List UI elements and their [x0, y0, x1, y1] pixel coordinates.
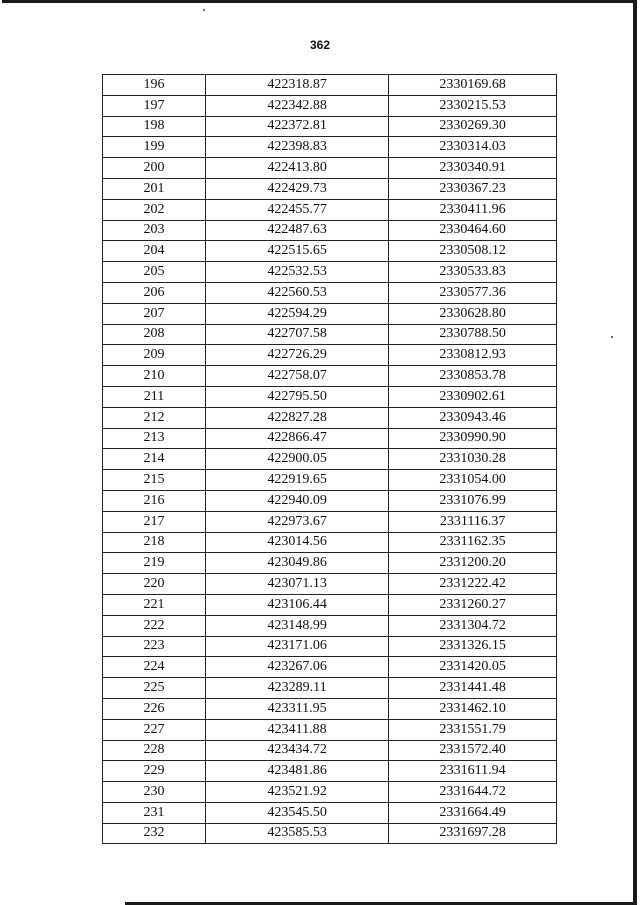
point-number-cell: 225 [103, 678, 206, 699]
point-number-cell: 207 [103, 303, 206, 324]
table-row [103, 220, 557, 241]
point-number-cell: 208 [103, 324, 206, 345]
easting-cell: 422413.80 [205, 158, 388, 179]
point-number-cell: 224 [103, 657, 206, 678]
point-number-cell: 222 [103, 615, 206, 636]
point-number-cell: 229 [103, 761, 206, 782]
northing-cell: 2330628.80 [389, 303, 557, 324]
table-row [103, 657, 557, 678]
table-row [103, 282, 557, 303]
table-row [103, 366, 557, 387]
point-number-cell: 199 [103, 137, 206, 158]
easting-cell: 423014.56 [205, 532, 388, 553]
table-row [103, 678, 557, 699]
table-row [103, 324, 557, 345]
table-row [103, 428, 557, 449]
easting-cell: 422455.77 [205, 199, 388, 220]
table-row [103, 470, 557, 491]
table-row [103, 615, 557, 636]
table-row [103, 532, 557, 553]
table-row [103, 241, 557, 262]
easting-cell: 423049.86 [205, 553, 388, 574]
table-row [103, 802, 557, 823]
northing-cell: 2331222.42 [389, 574, 557, 595]
easting-cell: 423071.13 [205, 574, 388, 595]
easting-cell: 422866.47 [205, 428, 388, 449]
easting-cell: 423481.86 [205, 761, 388, 782]
coordinates-table-body [103, 75, 557, 844]
table-row [103, 574, 557, 595]
table-row [103, 594, 557, 615]
easting-cell: 422726.29 [205, 345, 388, 366]
easting-cell: 422940.09 [205, 490, 388, 511]
easting-cell: 423267.06 [205, 657, 388, 678]
table-row [103, 345, 557, 366]
point-number-cell: 219 [103, 553, 206, 574]
point-number-cell: 204 [103, 241, 206, 262]
northing-cell: 2330943.46 [389, 407, 557, 428]
table-row [103, 386, 557, 407]
easting-cell: 422707.58 [205, 324, 388, 345]
point-number-cell: 220 [103, 574, 206, 595]
northing-cell: 2330788.50 [389, 324, 557, 345]
point-number-cell: 228 [103, 740, 206, 761]
northing-cell: 2331644.72 [389, 782, 557, 803]
northing-cell: 2330169.68 [389, 75, 557, 96]
scan-speck [611, 336, 613, 338]
table-row [103, 698, 557, 719]
page-number: 362 [309, 38, 331, 52]
northing-cell: 2330533.83 [389, 262, 557, 283]
easting-cell: 422342.88 [205, 95, 388, 116]
northing-cell: 2330577.36 [389, 282, 557, 303]
table-row [103, 407, 557, 428]
table-row [103, 178, 557, 199]
northing-cell: 2330215.53 [389, 95, 557, 116]
point-number-cell: 200 [103, 158, 206, 179]
point-number-cell: 218 [103, 532, 206, 553]
northing-cell: 2331260.27 [389, 594, 557, 615]
northing-cell: 2331572.40 [389, 740, 557, 761]
table-row [103, 95, 557, 116]
point-number-cell: 197 [103, 95, 206, 116]
easting-cell: 423545.50 [205, 802, 388, 823]
northing-cell: 2331611.94 [389, 761, 557, 782]
table-row [103, 553, 557, 574]
easting-cell: 422919.65 [205, 470, 388, 491]
table-row [103, 719, 557, 740]
northing-cell: 2331054.00 [389, 470, 557, 491]
easting-cell: 423411.88 [205, 719, 388, 740]
table-row [103, 511, 557, 532]
easting-cell: 422560.53 [205, 282, 388, 303]
easting-cell: 422515.65 [205, 241, 388, 262]
easting-cell: 423106.44 [205, 594, 388, 615]
northing-cell: 2330340.91 [389, 158, 557, 179]
northing-cell: 2331326.15 [389, 636, 557, 657]
table-row [103, 449, 557, 470]
easting-cell: 422594.29 [205, 303, 388, 324]
northing-cell: 2330464.60 [389, 220, 557, 241]
point-number-cell: 232 [103, 823, 206, 844]
northing-cell: 2331304.72 [389, 615, 557, 636]
easting-cell: 423311.95 [205, 698, 388, 719]
easting-cell: 422398.83 [205, 137, 388, 158]
table-row [103, 740, 557, 761]
easting-cell: 423521.92 [205, 782, 388, 803]
northing-cell: 2331116.37 [389, 511, 557, 532]
northing-cell: 2331697.28 [389, 823, 557, 844]
northing-cell: 2330411.96 [389, 199, 557, 220]
northing-cell: 2330990.90 [389, 428, 557, 449]
point-number-cell: 209 [103, 345, 206, 366]
northing-cell: 2330269.30 [389, 116, 557, 137]
northing-cell: 2331030.28 [389, 449, 557, 470]
point-number-cell: 198 [103, 116, 206, 137]
point-number-cell: 212 [103, 407, 206, 428]
point-number-cell: 206 [103, 282, 206, 303]
point-number-cell: 221 [103, 594, 206, 615]
table-row [103, 262, 557, 283]
easting-cell: 423434.72 [205, 740, 388, 761]
page-right-border [633, 0, 637, 905]
point-number-cell: 216 [103, 490, 206, 511]
point-number-cell: 214 [103, 449, 206, 470]
point-number-cell: 202 [103, 199, 206, 220]
northing-cell: 2331462.10 [389, 698, 557, 719]
easting-cell: 422487.63 [205, 220, 388, 241]
northing-cell: 2330902.61 [389, 386, 557, 407]
table-row [103, 490, 557, 511]
table-row [103, 158, 557, 179]
coordinates-table [102, 74, 557, 844]
northing-cell: 2331551.79 [389, 719, 557, 740]
easting-cell: 422795.50 [205, 386, 388, 407]
easting-cell: 422429.73 [205, 178, 388, 199]
point-number-cell: 215 [103, 470, 206, 491]
northing-cell: 2330314.03 [389, 137, 557, 158]
easting-cell: 422318.87 [205, 75, 388, 96]
table-row [103, 75, 557, 96]
northing-cell: 2330508.12 [389, 241, 557, 262]
table-row [103, 116, 557, 137]
northing-cell: 2331664.49 [389, 802, 557, 823]
easting-cell: 423148.99 [205, 615, 388, 636]
table-row [103, 137, 557, 158]
table-row [103, 823, 557, 844]
point-number-cell: 231 [103, 802, 206, 823]
easting-cell: 422372.81 [205, 116, 388, 137]
easting-cell: 422973.67 [205, 511, 388, 532]
point-number-cell: 205 [103, 262, 206, 283]
page-top-border [2, 0, 635, 3]
northing-cell: 2331162.35 [389, 532, 557, 553]
easting-cell: 422827.28 [205, 407, 388, 428]
table-row [103, 303, 557, 324]
table-row [103, 636, 557, 657]
table-row [103, 782, 557, 803]
point-number-cell: 230 [103, 782, 206, 803]
northing-cell: 2331076.99 [389, 490, 557, 511]
northing-cell: 2331420.05 [389, 657, 557, 678]
northing-cell: 2331441.48 [389, 678, 557, 699]
northing-cell: 2330812.93 [389, 345, 557, 366]
easting-cell: 422758.07 [205, 366, 388, 387]
table-row [103, 761, 557, 782]
point-number-cell: 210 [103, 366, 206, 387]
easting-cell: 423585.53 [205, 823, 388, 844]
point-number-cell: 226 [103, 698, 206, 719]
point-number-cell: 203 [103, 220, 206, 241]
easting-cell: 423171.06 [205, 636, 388, 657]
point-number-cell: 201 [103, 178, 206, 199]
point-number-cell: 223 [103, 636, 206, 657]
northing-cell: 2331200.20 [389, 553, 557, 574]
point-number-cell: 213 [103, 428, 206, 449]
point-number-cell: 196 [103, 75, 206, 96]
northing-cell: 2330853.78 [389, 366, 557, 387]
point-number-cell: 217 [103, 511, 206, 532]
easting-cell: 423289.11 [205, 678, 388, 699]
easting-cell: 422532.53 [205, 262, 388, 283]
point-number-cell: 227 [103, 719, 206, 740]
point-number-cell: 211 [103, 386, 206, 407]
northing-cell: 2330367.23 [389, 178, 557, 199]
easting-cell: 422900.05 [205, 449, 388, 470]
scan-speck [203, 9, 205, 11]
table-row [103, 199, 557, 220]
